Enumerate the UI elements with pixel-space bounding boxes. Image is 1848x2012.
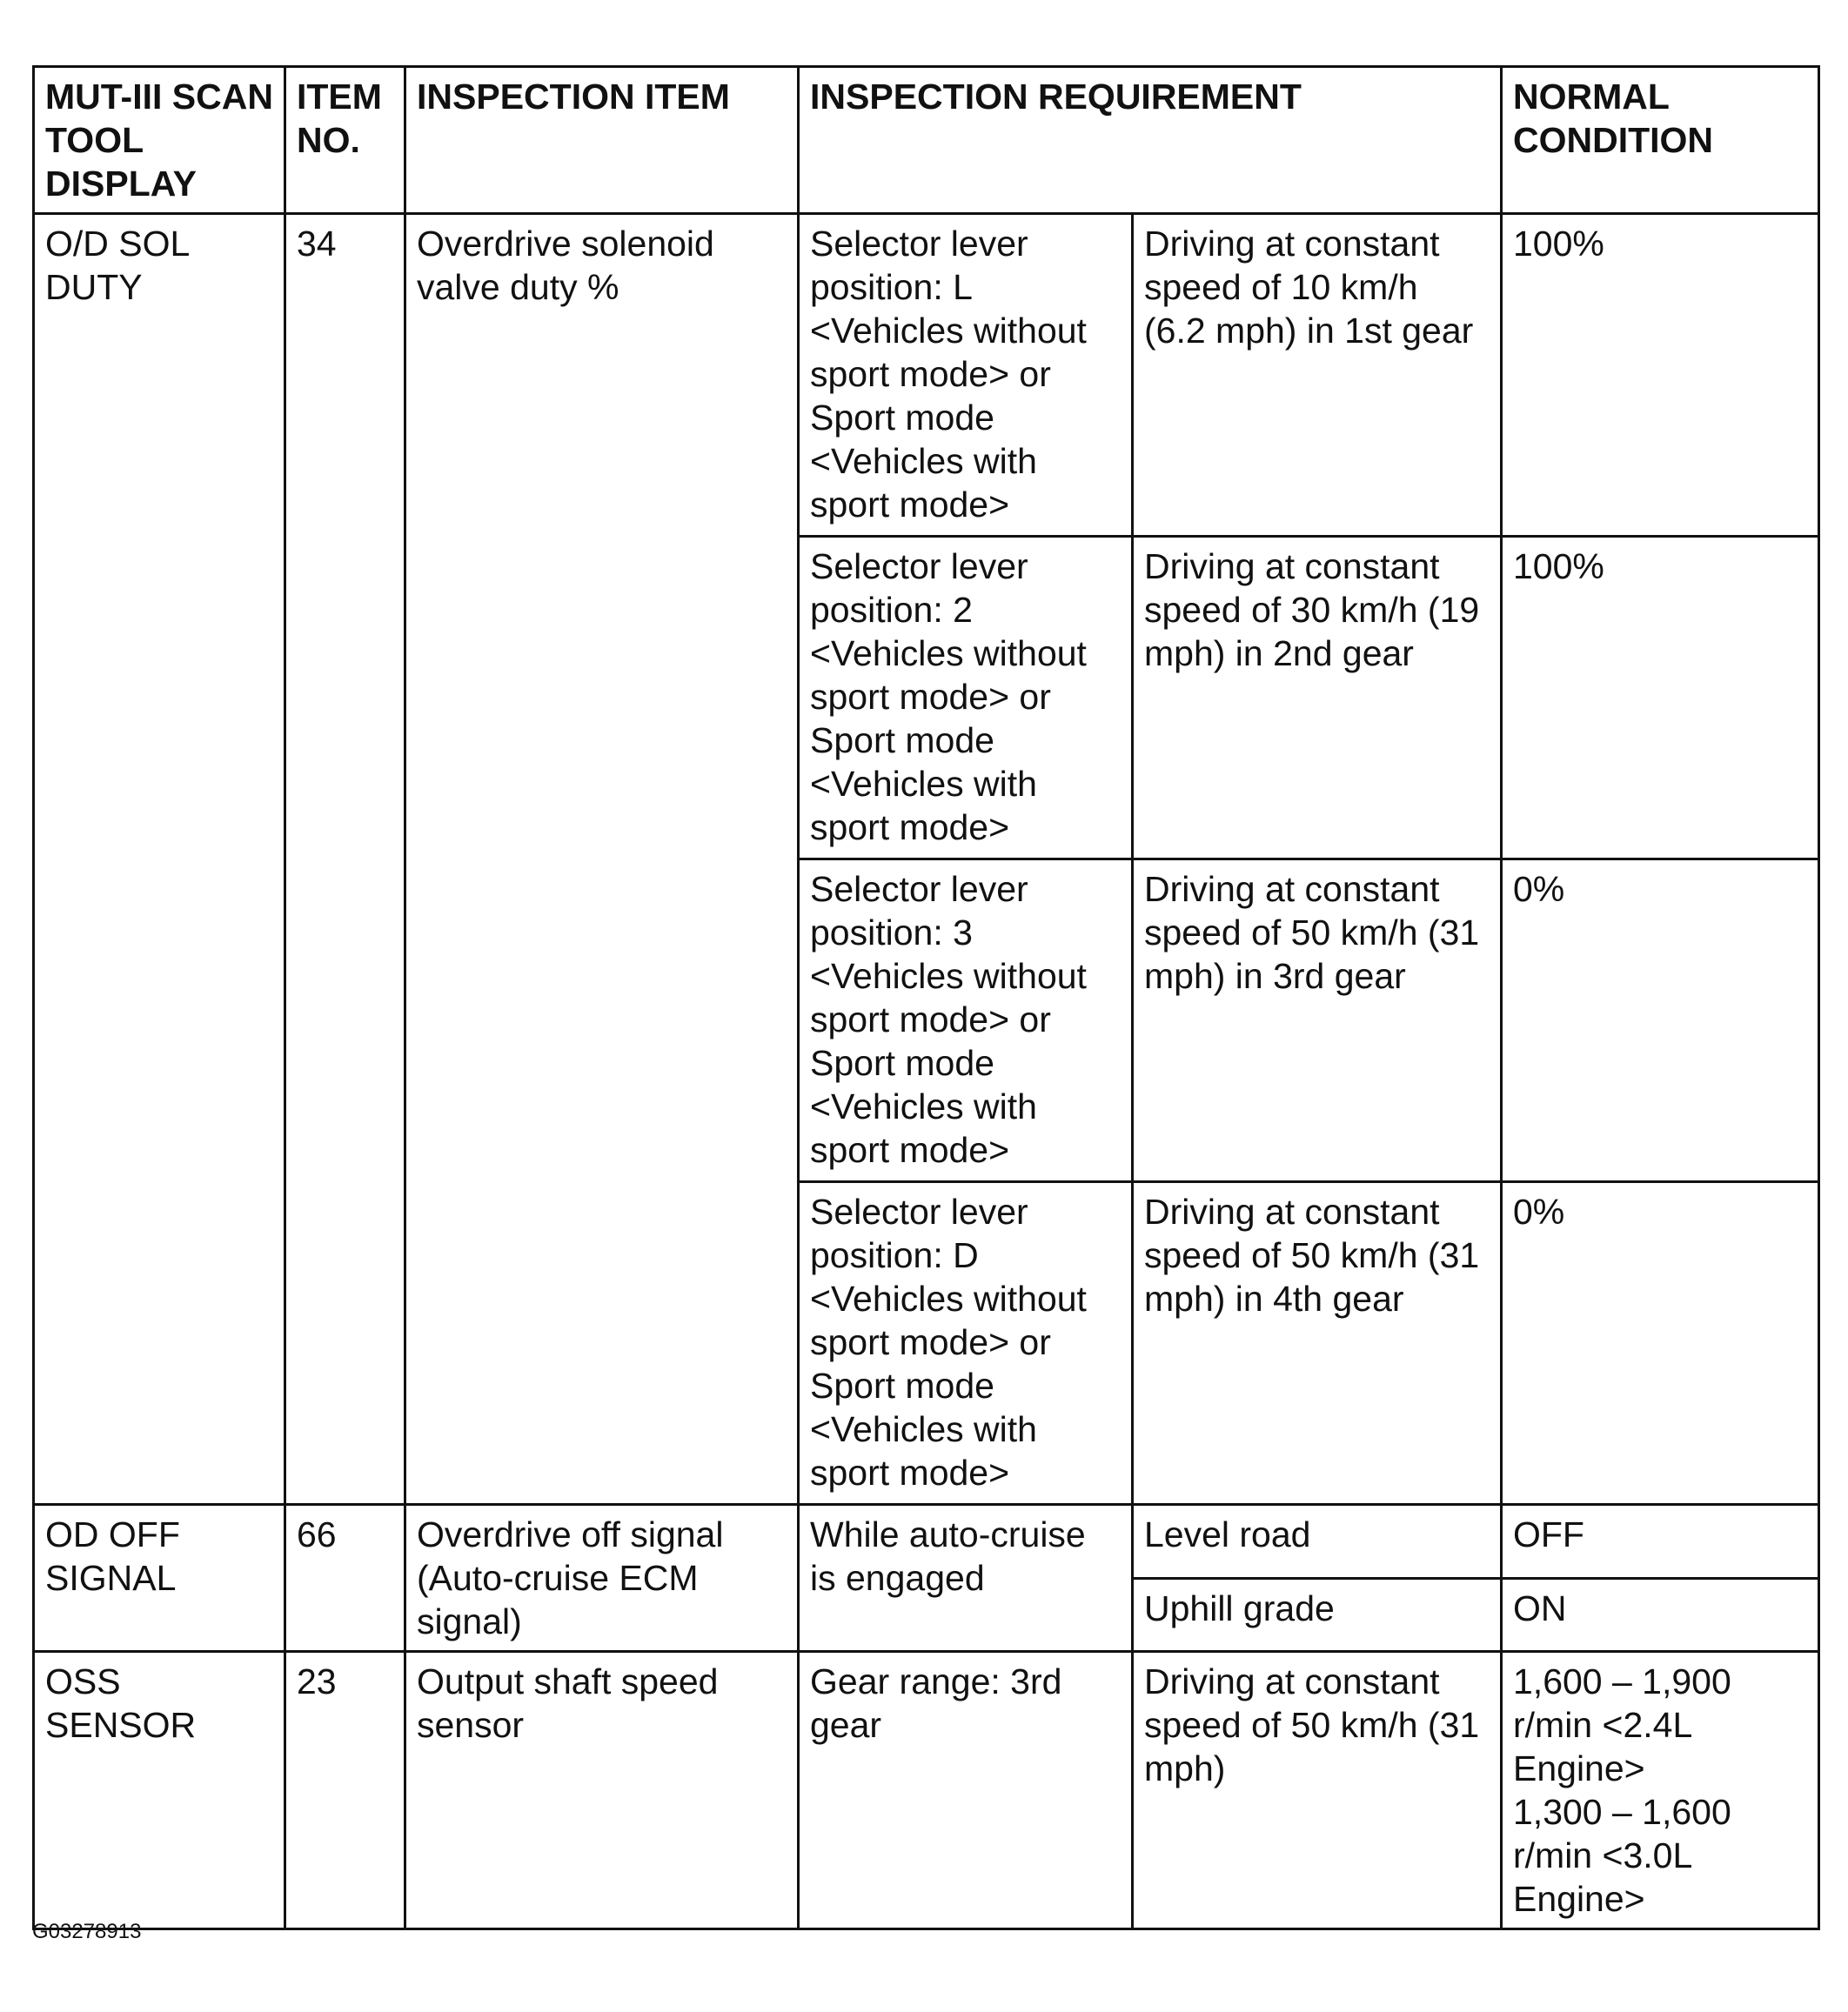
condition-cell: Driving at constant speed of 10 km/h (6.2 mph) in 1st gear — [1133, 214, 1502, 537]
header-item-no: ITEM NO. — [285, 67, 405, 214]
normal-condition-cell: OFF — [1502, 1505, 1819, 1579]
item-no-cell: 66 — [285, 1505, 405, 1652]
condition-cell: Driving at constant speed of 50 km/h (31 mph) in 3rd gear — [1133, 859, 1502, 1182]
table-row — [34, 1652, 1819, 1929]
condition-cell: Level road — [1133, 1505, 1502, 1579]
table-row — [34, 1505, 1819, 1579]
table-row — [34, 214, 1819, 537]
inspection-item-cell: Overdrive off signal (Auto-cruise ECM signal) — [405, 1505, 799, 1652]
requirement-cell: Selector lever position: L <Vehicles without sport mode> or Sport mode <Vehicles with sport mode> — [799, 214, 1133, 537]
requirement-cell: While auto-cruise is engaged — [799, 1505, 1133, 1652]
figure-id-label: G03278913 — [32, 1920, 142, 1943]
header-row — [34, 67, 1819, 214]
requirement-cell: Selector lever position: 2 <Vehicles without sport mode> or Sport mode <Vehicles with sport mode> — [799, 537, 1133, 859]
condition-cell: Uphill grade — [1133, 1578, 1502, 1652]
header-inspection-requirement: INSPECTION REQUIREMENT — [799, 67, 1502, 214]
inspection-item-cell: Overdrive solenoid valve duty % — [405, 214, 799, 1505]
item-no-cell: 23 — [285, 1652, 405, 1929]
normal-condition-cell: 1,600 – 1,900 r/min <2.4L Engine> 1,300 – 1,600 r/min <3.0L Engine> — [1502, 1652, 1819, 1929]
normal-condition-cell: 0% — [1502, 859, 1819, 1182]
scan-tool-display-cell: OSS SENSOR — [34, 1652, 285, 1929]
inspection-table — [32, 65, 1820, 1930]
scan-tool-display-cell: O/D SOL DUTY — [34, 214, 285, 1505]
header-inspection-item: INSPECTION ITEM — [405, 67, 799, 214]
item-no-cell: 34 — [285, 214, 405, 1505]
normal-condition-cell: 100% — [1502, 537, 1819, 859]
requirement-cell: Selector lever position: 3 <Vehicles without sport mode> or Sport mode <Vehicles with sport mode> — [799, 859, 1133, 1182]
scan-tool-display-cell: OD OFF SIGNAL — [34, 1505, 285, 1652]
normal-condition-cell: ON — [1502, 1578, 1819, 1652]
requirement-cell: Selector lever position: D <Vehicles without sport mode> or Sport mode <Vehicles with sport mode> — [799, 1182, 1133, 1505]
condition-cell: Driving at constant speed of 50 km/h (31 mph) in 4th gear — [1133, 1182, 1502, 1505]
header-normal-condition: NORMAL CONDITION — [1502, 67, 1819, 214]
normal-condition-cell: 0% — [1502, 1182, 1819, 1505]
normal-condition-cell: 100% — [1502, 214, 1819, 537]
requirement-cell: Gear range: 3rd gear — [799, 1652, 1133, 1929]
condition-cell: Driving at constant speed of 30 km/h (19 mph) in 2nd gear — [1133, 537, 1502, 859]
inspection-item-cell: Output shaft speed sensor — [405, 1652, 799, 1929]
condition-cell: Driving at constant speed of 50 km/h (31 mph) — [1133, 1652, 1502, 1929]
header-scan-tool-display: MUT-III SCAN TOOL DISPLAY — [34, 67, 285, 214]
